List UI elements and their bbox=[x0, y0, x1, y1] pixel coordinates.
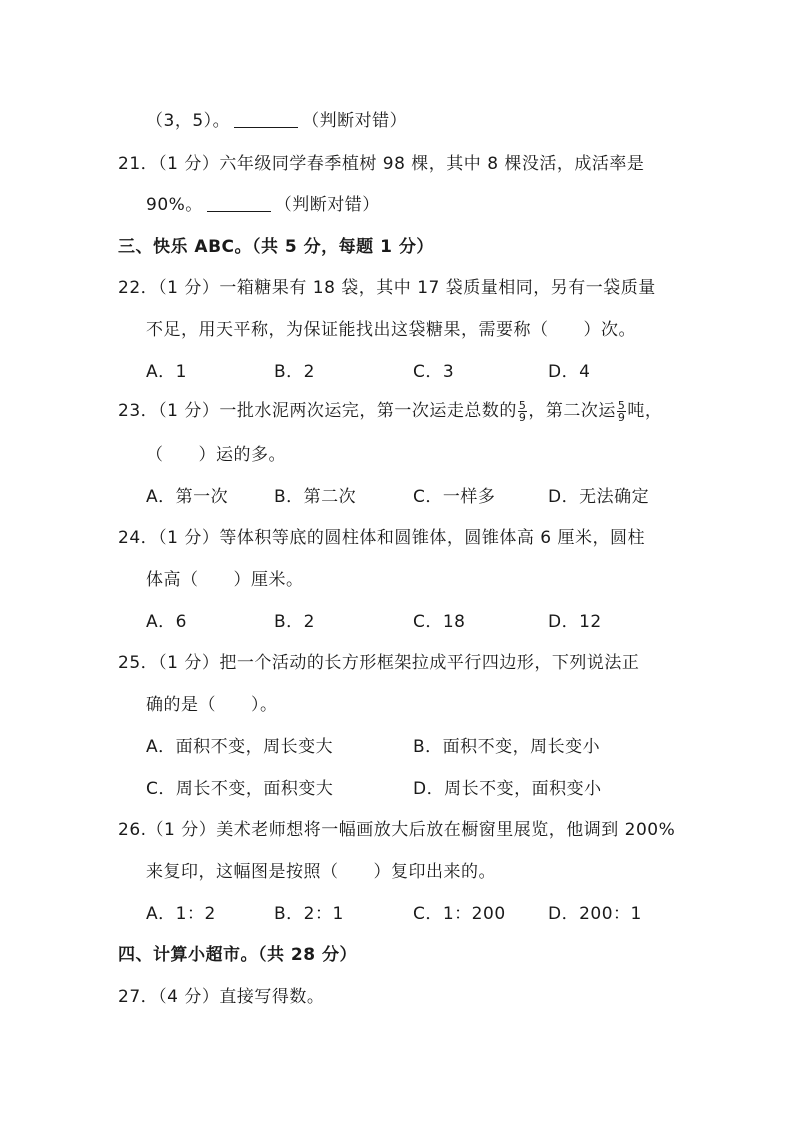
q26-option-a[interactable]: A．1：2 bbox=[146, 904, 216, 924]
fraction-denominator: 9 bbox=[518, 410, 527, 424]
answer-blank[interactable] bbox=[207, 210, 271, 212]
q21-line1: 21．（1 分）六年级同学春季植树 98 棵，其中 8 棵没活，成活率是 bbox=[118, 154, 645, 174]
q22-option-b[interactable]: B．2 bbox=[274, 362, 315, 382]
q23-text-b: ，第二次运 bbox=[528, 401, 616, 421]
q24-line2: 体高（ ）厘米。 bbox=[146, 570, 304, 590]
q24-line1: 24．（1 分）等体积等底的圆柱体和圆锥体，圆锥体高 6 厘米，圆柱 bbox=[118, 528, 645, 548]
q25-option-d[interactable]: D．周长不变，面积变小 bbox=[413, 779, 602, 799]
fraction-numerator: 5 bbox=[617, 398, 626, 412]
q20-continuation bbox=[146, 106, 407, 131]
q26-option-c[interactable]: C．1：200 bbox=[413, 904, 506, 924]
section-4-heading: 四、计算小超市。（共 28 分） bbox=[118, 945, 357, 965]
q25-line1: 25．（1 分）把一个活动的长方形框架拉成平行四边形，下列说法正 bbox=[118, 653, 640, 673]
q24-option-c[interactable]: C．18 bbox=[413, 612, 466, 632]
fraction-five-ninths bbox=[617, 400, 627, 423]
q22-option-c[interactable]: C．3 bbox=[413, 362, 455, 382]
q24-option-a[interactable]: A．6 bbox=[146, 612, 187, 632]
q23-option-c[interactable]: C．一样多 bbox=[413, 487, 496, 507]
q22-option-d[interactable]: D．4 bbox=[548, 362, 591, 382]
q23-option-d[interactable]: D．无法确定 bbox=[548, 487, 650, 507]
q25-option-c[interactable]: C．周长不变，面积变大 bbox=[146, 779, 334, 799]
section-3-heading: 三、快乐 ABC。（共 5 分，每题 1 分） bbox=[118, 237, 434, 257]
q22-line2: 不足，用天平称，为保证能找出这袋糖果，需要称（ ）次。 bbox=[146, 320, 636, 340]
q26-line1: 26.（1 分）美术老师想将一幅画放大后放在橱窗里展览，他调到 200% bbox=[118, 820, 676, 840]
answer-blank[interactable] bbox=[234, 126, 298, 128]
fraction-five-ninths bbox=[518, 400, 528, 423]
q23-line2: （ ）运的多。 bbox=[146, 445, 286, 465]
q22-line1: 22．（1 分）一箱糖果有 18 袋，其中 17 袋质量相同，另有一袋质量 bbox=[118, 278, 656, 298]
q25-option-b[interactable]: B．面积不变，周长变小 bbox=[413, 737, 601, 757]
judge-hint: （判断对错） bbox=[274, 195, 380, 215]
q21-line2 bbox=[146, 190, 380, 215]
q23-option-a[interactable]: A．第一次 bbox=[146, 487, 229, 507]
q23-text-a: 23．（1 分）一批水泥两次运完，第一次运走总数的 bbox=[118, 401, 517, 421]
q23-text-c: 吨， bbox=[627, 401, 663, 421]
judge-hint: （判断对错） bbox=[302, 111, 408, 131]
q24-option-b[interactable]: B．2 bbox=[274, 612, 315, 632]
q25-line2: 确的是（ ）。 bbox=[146, 695, 278, 715]
q21-text: 90%。 bbox=[146, 195, 203, 215]
q26-option-b[interactable]: B．2：1 bbox=[274, 904, 344, 924]
q24-option-d[interactable]: D．12 bbox=[548, 612, 602, 632]
q22-option-a[interactable]: A．1 bbox=[146, 362, 187, 382]
q26-line2: 来复印，这幅图是按照（ ）复印出来的。 bbox=[146, 862, 496, 882]
fraction-denominator: 9 bbox=[617, 410, 626, 424]
q23-line1 bbox=[118, 396, 662, 423]
q20-text: （3，5）。 bbox=[146, 111, 231, 131]
q25-option-a[interactable]: A．面积不变，周长变大 bbox=[146, 737, 334, 757]
q26-option-d[interactable]: D．200：1 bbox=[548, 904, 642, 924]
fraction-numerator: 5 bbox=[518, 398, 527, 412]
q27-line1: 27．（4 分）直接写得数。 bbox=[118, 987, 325, 1007]
q23-option-b[interactable]: B．第二次 bbox=[274, 487, 357, 507]
